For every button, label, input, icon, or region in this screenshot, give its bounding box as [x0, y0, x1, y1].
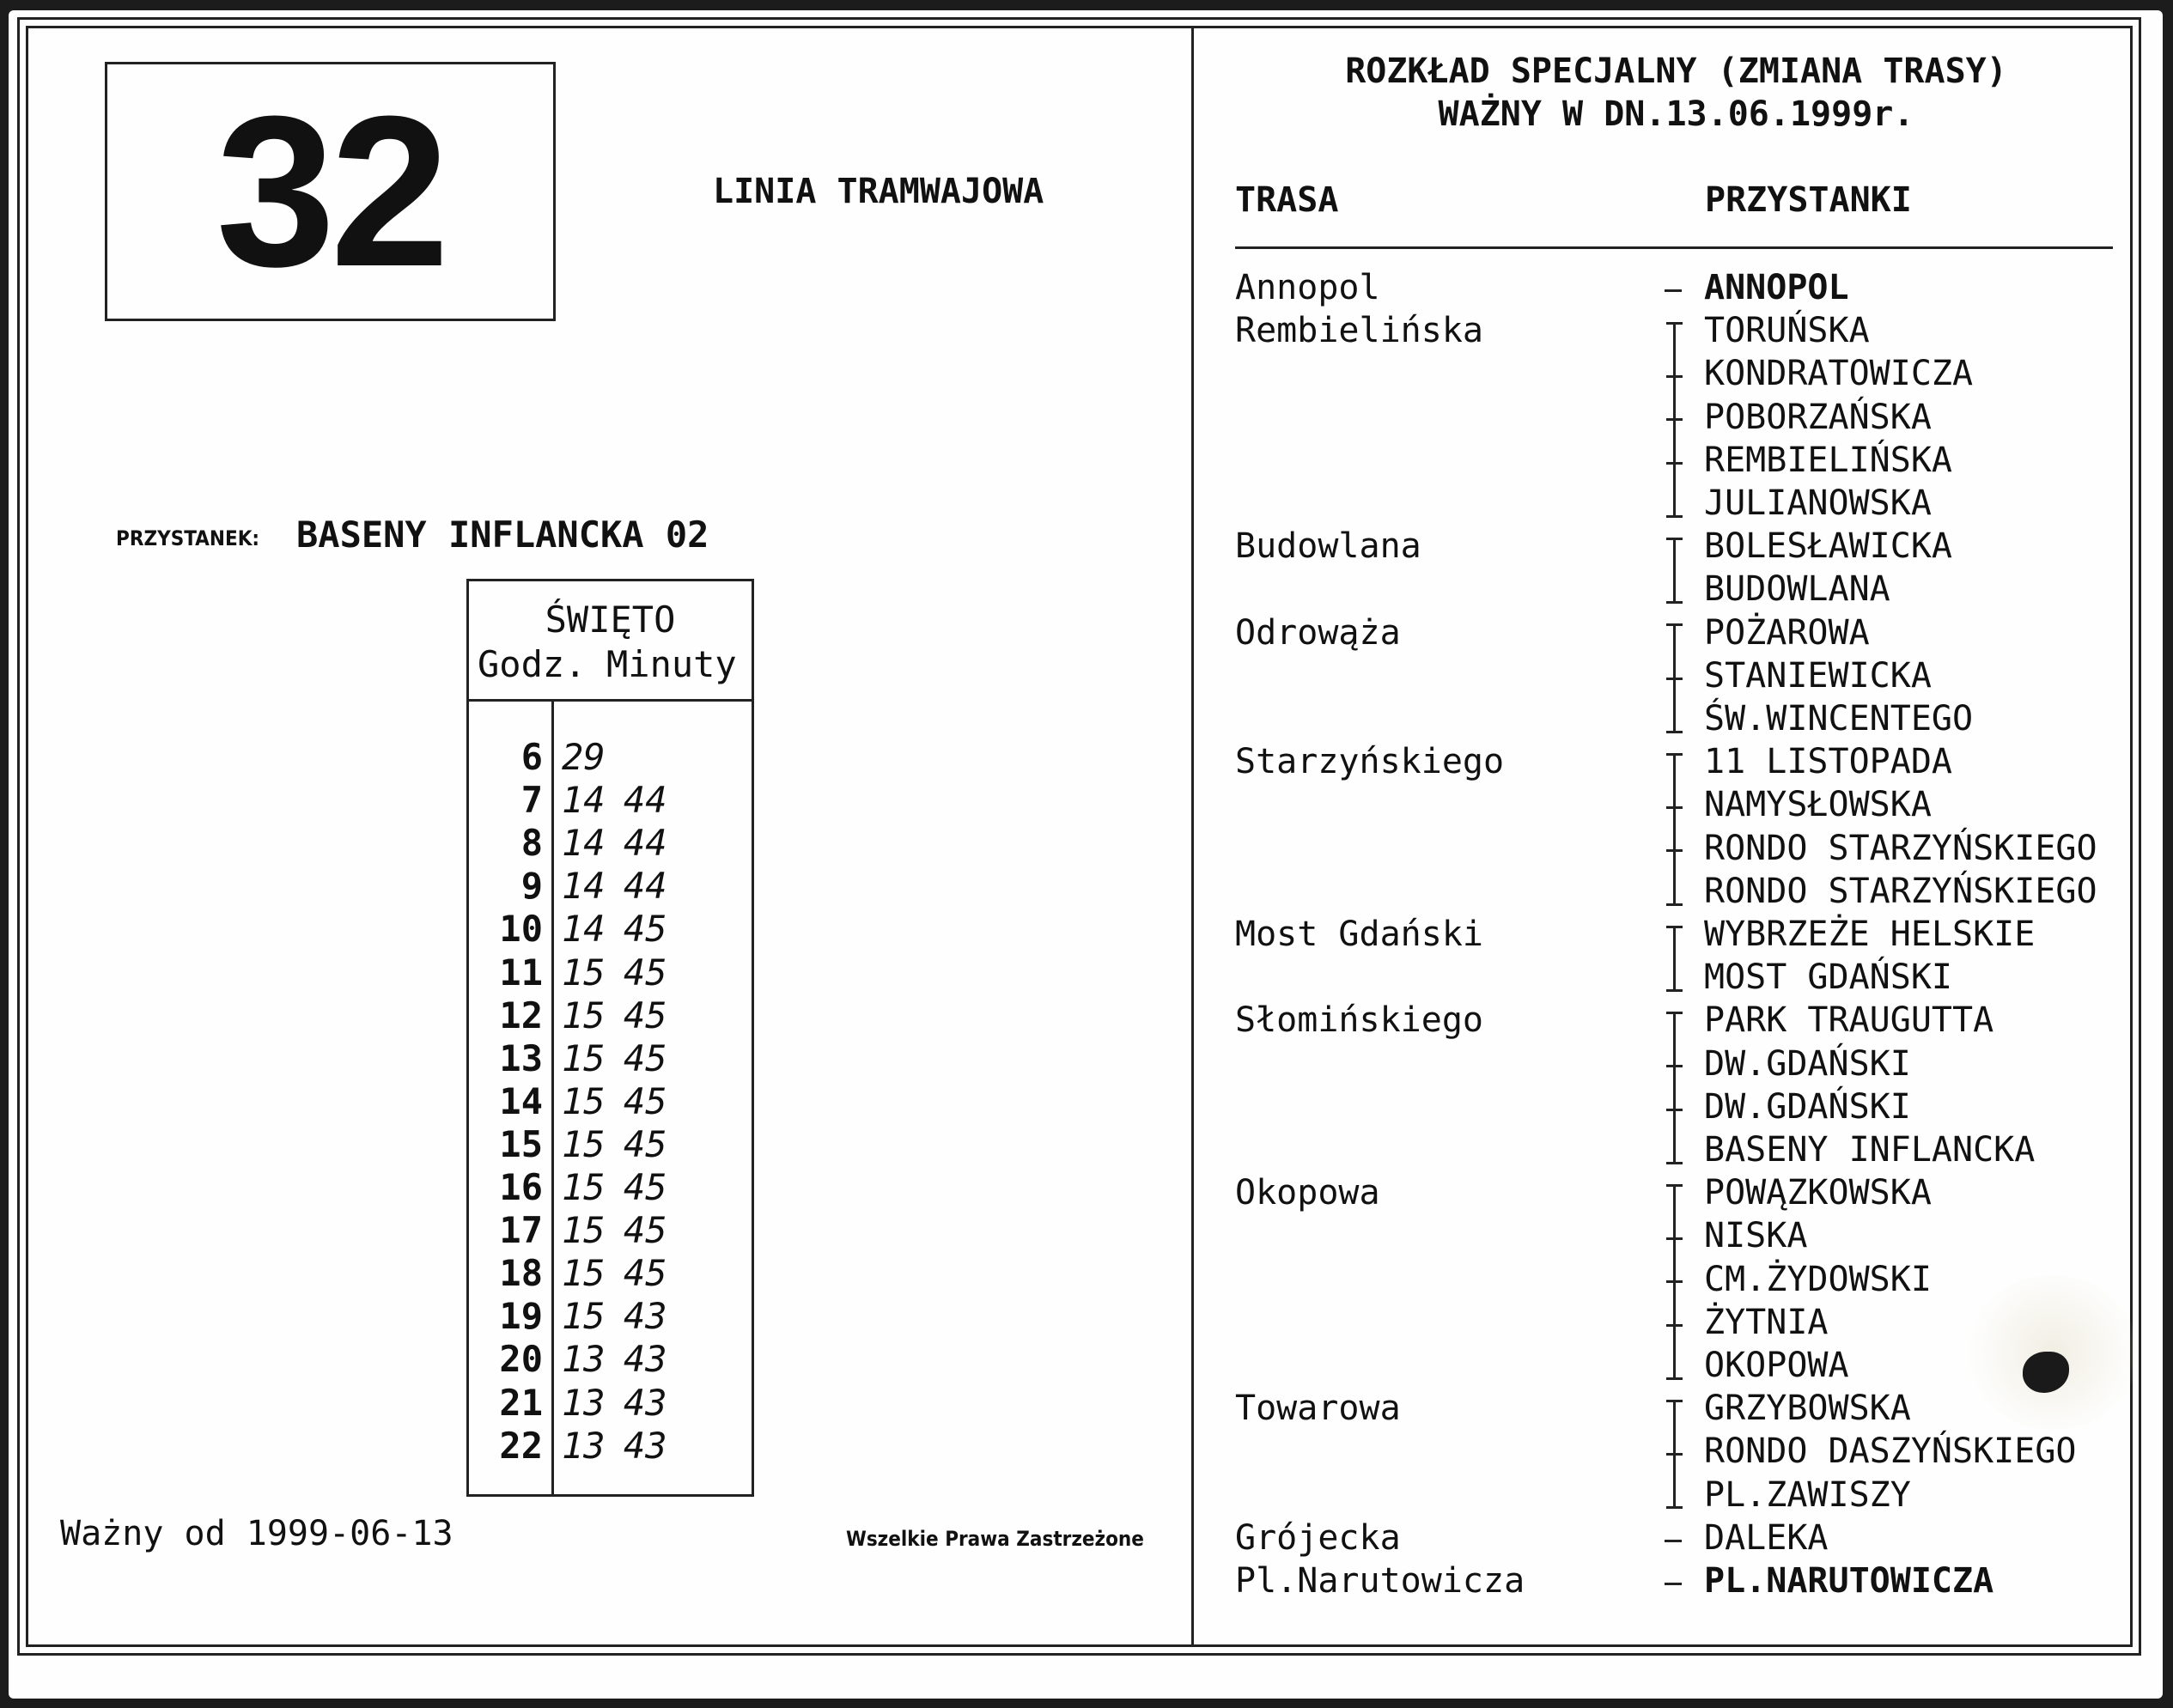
departure-hour: 9	[520, 865, 543, 908]
route-stop: POWĄZKOWSKA	[1704, 1173, 1932, 1213]
route-street: Annopol	[1235, 268, 1380, 307]
departure-minute: 43	[624, 1338, 667, 1381]
departure-hour: 14	[499, 1079, 543, 1122]
route-street: Pl.Narutowicza	[1235, 1561, 1525, 1601]
stop-dash	[1665, 1540, 1682, 1542]
route-stop: KONDRATOWICZA	[1704, 354, 1974, 394]
departure-hour: 12	[499, 994, 543, 1036]
departure-minute: 45	[624, 994, 667, 1036]
departure-minute: 43	[624, 1381, 667, 1424]
departure-minute: 44	[624, 779, 667, 822]
route-stop: DALEKA	[1704, 1517, 1829, 1558]
bracket-tick	[1666, 1400, 1683, 1402]
departure-minute: 44	[624, 865, 667, 908]
bracket-tick	[1666, 601, 1683, 604]
route-stop: RONDO STARZYŃSKIEGO	[1704, 828, 2097, 868]
bracket-tick	[1666, 1162, 1683, 1164]
departure-minute: 45	[624, 1252, 667, 1295]
departure-minute: 45	[624, 1209, 667, 1252]
bracket-tick	[1666, 753, 1683, 756]
route-stop: POŻAROWA	[1704, 612, 1870, 653]
departure-minute: 15	[562, 1209, 606, 1252]
departure-minute: 14	[562, 865, 606, 908]
departure-minute: 45	[624, 908, 667, 951]
route-stop: 11 LISTOPADA	[1704, 742, 1952, 782]
route-stop: ŚW.WINCENTEGO	[1704, 699, 1974, 739]
departure-minute: 15	[562, 1122, 606, 1165]
bracket-tick	[1666, 849, 1683, 852]
copyright: Wszelkie Prawa Zastrzeżone	[846, 1527, 1144, 1551]
day-type: ŚWIĘTO	[545, 599, 676, 641]
route-stop: POBORZAŃSKA	[1704, 397, 1932, 437]
departure-minute: 14	[562, 822, 606, 865]
column-divider	[1191, 26, 1194, 1647]
schedule-title: ROZKŁAD SPECJALNY (ZMIANA TRASY)	[1345, 52, 2007, 91]
departure-hour: 18	[499, 1252, 543, 1295]
departure-minute: 15	[562, 1295, 606, 1338]
departure-minute: 13	[562, 1424, 606, 1467]
hour-minute-rule	[551, 700, 554, 1497]
departure-minute: 45	[624, 1079, 667, 1122]
departure-minute: 44	[624, 822, 667, 865]
line-number-box	[105, 62, 556, 321]
stop-bracket	[1673, 1012, 1676, 1162]
route-street: Odrowąża	[1235, 612, 1401, 653]
route-stop: RONDO DASZYŃSKIEGO	[1704, 1431, 2077, 1472]
route-stop: BUDOWLANA	[1704, 569, 1890, 610]
bracket-tick	[1666, 462, 1683, 465]
departure-minute: 15	[562, 994, 606, 1036]
route-stop: NAMYSŁOWSKA	[1704, 785, 1932, 825]
route-street: Okopowa	[1235, 1173, 1380, 1213]
departure-hour: 19	[499, 1295, 543, 1338]
route-street: Rembielińska	[1235, 311, 1483, 351]
bracket-tick	[1666, 1065, 1683, 1067]
bracket-tick	[1666, 731, 1683, 733]
departure-minute: 13	[562, 1338, 606, 1381]
header-rule	[1235, 246, 2113, 249]
schedule-subtitle: WAŻNY W DN.13.06.1999r.	[1438, 94, 1914, 134]
departure-hour: 8	[520, 822, 543, 865]
stop-bracket	[1673, 538, 1676, 601]
bracket-tick	[1666, 1377, 1683, 1380]
route-stop: PL.ZAWISZY	[1704, 1474, 1911, 1515]
route-stop: DW.GDAŃSKI	[1704, 1043, 1911, 1084]
bracket-tick	[1666, 1324, 1683, 1327]
bracket-tick	[1666, 806, 1683, 809]
stop-name: BASENY INFLANCKA 02	[296, 514, 709, 556]
route-stop: TORUŃSKA	[1704, 311, 1870, 351]
stop-label: PRZYSTANEK:	[116, 526, 260, 550]
route-street: Most Gdański	[1235, 915, 1483, 954]
bracket-tick	[1666, 1109, 1683, 1111]
departure-minute: 15	[562, 1252, 606, 1295]
route-street: Towarowa	[1235, 1389, 1401, 1429]
route-stop: BOLESŁAWICKA	[1704, 526, 1952, 567]
departure-table	[466, 579, 754, 1497]
route-stop: NISKA	[1704, 1216, 1808, 1256]
route-stop: DW.GDAŃSKI	[1704, 1086, 1911, 1127]
route-stop: RONDO STARZYŃSKIEGO	[1704, 871, 2097, 911]
stop-bracket	[1673, 753, 1676, 903]
line-type: LINIA TRAMWAJOWA	[713, 172, 1044, 211]
route-column-header: TRASA	[1235, 180, 1339, 220]
route-street: Starzyńskiego	[1235, 742, 1505, 782]
departure-hour: 6	[520, 736, 543, 778]
header-rule	[469, 699, 752, 702]
departure-minute: 29	[562, 736, 606, 778]
route-stop: ANNOPOL	[1704, 268, 1849, 307]
route-stop: REMBIELIŃSKA	[1704, 440, 1952, 480]
departure-minute: 15	[562, 1079, 606, 1122]
route-stop: STANIEWICKA	[1704, 655, 1932, 696]
route-stop: ŻYTNIA	[1704, 1302, 1829, 1342]
bracket-tick	[1666, 903, 1683, 906]
departure-hour: 10	[499, 908, 543, 951]
route-stop: GRZYBOWSKA	[1704, 1389, 1911, 1429]
departure-minute: 15	[562, 1166, 606, 1208]
route-street: Budowlana	[1235, 526, 1421, 567]
bracket-tick	[1666, 623, 1683, 626]
bracket-tick	[1666, 1506, 1683, 1509]
stop-dash	[1665, 289, 1682, 292]
route-street: Grójecka	[1235, 1517, 1401, 1558]
departure-minute: 15	[562, 1036, 606, 1079]
route-stop: BASENY INFLANCKA	[1704, 1130, 2036, 1170]
departure-hour: 15	[499, 1122, 543, 1165]
departure-hour: 7	[520, 779, 543, 822]
route-stop: JULIANOWSKA	[1704, 483, 1932, 523]
bracket-tick	[1666, 1237, 1683, 1240]
line-number: 32	[216, 71, 445, 311]
stop-dash	[1665, 1583, 1682, 1585]
departure-minute: 14	[562, 908, 606, 951]
route-stop: CM.ŻYDOWSKI	[1704, 1259, 1932, 1299]
departure-minute: 45	[624, 1036, 667, 1079]
stops-column-header: PRZYSTANKI	[1705, 180, 1912, 220]
bracket-tick	[1666, 1453, 1683, 1456]
bracket-tick	[1666, 926, 1683, 928]
departure-minute: 15	[562, 951, 606, 994]
bracket-tick	[1666, 515, 1683, 518]
departure-hour: 17	[499, 1209, 543, 1252]
departure-hour: 20	[499, 1338, 543, 1381]
hour-header: Godz.	[478, 643, 587, 685]
route-stop: PARK TRAUGUTTA	[1704, 1000, 1994, 1041]
route-stop: OKOPOWA	[1704, 1346, 1849, 1385]
departure-hour: 16	[499, 1166, 543, 1208]
bracket-tick	[1666, 1280, 1683, 1283]
valid-from: Ważny od 1999-06-13	[60, 1514, 453, 1553]
route-stop: PL.NARUTOWICZA	[1704, 1561, 1994, 1601]
departure-minute: 45	[624, 1122, 667, 1165]
departure-minute: 43	[624, 1424, 667, 1467]
stop-bracket	[1673, 926, 1676, 989]
departure-minute: 13	[562, 1381, 606, 1424]
departure-hour: 13	[499, 1036, 543, 1079]
bracket-tick	[1666, 1184, 1683, 1187]
bracket-tick	[1666, 1012, 1683, 1014]
departure-minute: 43	[624, 1295, 667, 1338]
route-stop: WYBRZEŻE HELSKIE	[1704, 915, 2036, 954]
minutes-header: Minuty	[606, 643, 737, 685]
departure-minute: 45	[624, 1166, 667, 1208]
departure-hour: 21	[499, 1381, 543, 1424]
departure-hour: 22	[499, 1424, 543, 1467]
bracket-tick	[1666, 418, 1683, 421]
route-stop: MOST GDAŃSKI	[1704, 957, 1952, 998]
departure-minute: 45	[624, 951, 667, 994]
bracket-tick	[1666, 989, 1683, 992]
bracket-tick	[1666, 375, 1683, 378]
bracket-tick	[1666, 322, 1683, 325]
bracket-tick	[1666, 678, 1683, 680]
route-street: Słomińskiego	[1235, 1000, 1483, 1041]
bracket-tick	[1666, 538, 1683, 540]
departure-hour: 11	[499, 951, 543, 994]
departure-minute: 14	[562, 779, 606, 822]
